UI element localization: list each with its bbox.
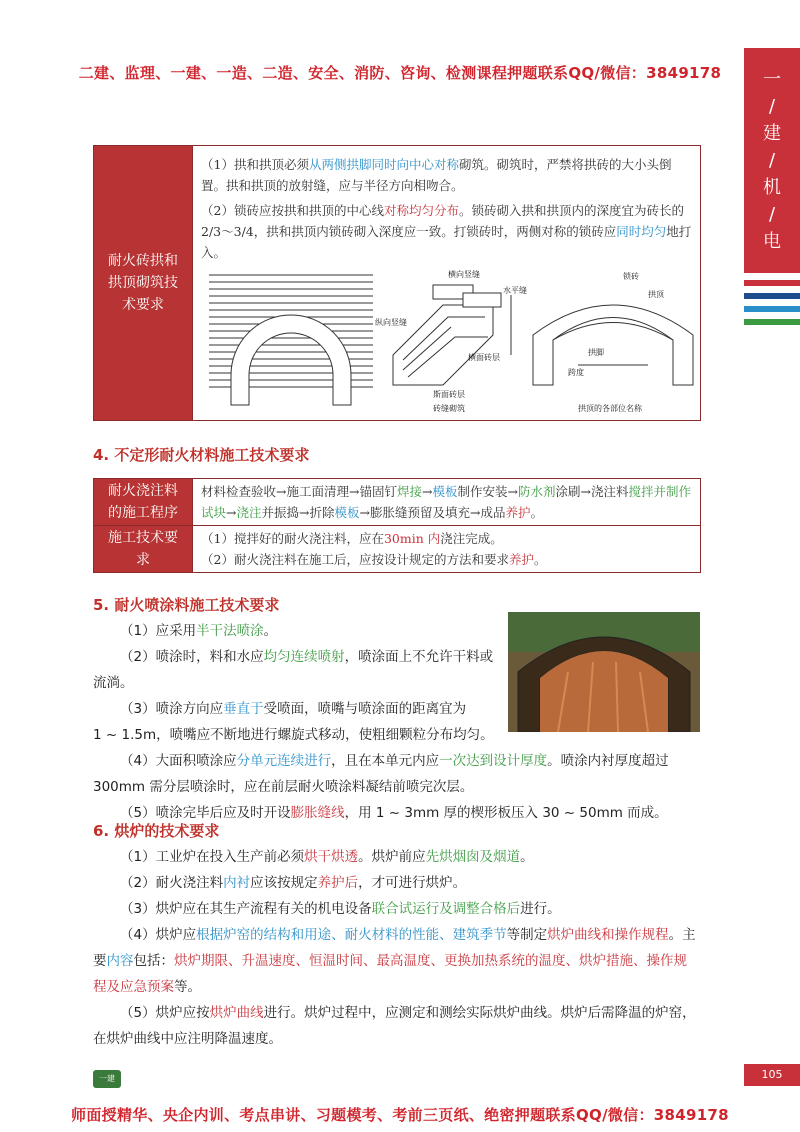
section-4-title: 4. 不定形耐火材料施工技术要求 [93,446,310,464]
table-label: 施工技术要求 [94,526,193,573]
fig1-label-transverse: 横向竖缝 [448,269,480,279]
spray-lining-photo [508,612,700,732]
fig1-label-longitudinal: 纵向竖缝 [375,317,407,327]
decor-stripe-green [744,319,800,325]
castable-procedure: 材料检查验收→施工面清理→锚固钉焊接→模板制作安装→防水剂涂刷→浇注料搅拌并制作试块→浇注并振捣→折除模板→膨胀缝预留及填充→成品养护。 [193,479,701,526]
table-label: 耐火浇注料的施工程序 [94,479,193,526]
arch-diagrams-svg [193,265,703,415]
side-tab-char: / [768,96,776,117]
section-5-title: 5. 耐火喷涂料施工技术要求 [93,596,280,614]
side-tab-char: 建 [763,123,781,144]
fig1-label-section: 斯面砖层 [433,389,465,399]
semicircle-arch-figure [209,275,373,405]
arch-figures [193,265,700,415]
fig2-caption: 拱顶的各部位名称 [578,403,642,413]
chapter-side-tab [744,48,800,273]
drying-rule-5: （5）烘炉应按烘炉曲线进行。烘炉过程中，应测定和测绘实际烘炉曲线。烘炉后需降温的炉窑， [120,1005,696,1021]
decor-stripe-lightblue [744,306,800,312]
arch-parts-figure [533,305,693,385]
side-tab-char: / [768,204,776,225]
brick-masonry-figure [393,285,511,385]
spray-rule-2-cont: 流淌。 [93,675,134,691]
table-label: 耐火砖拱和拱顶砌筑技术要求 [94,146,193,421]
spray-rule-4-cont: 300mm 需分层喷涂时，应在前层耐火喷涂料凝结前喷完次层。 [93,779,474,795]
fig2-label-springer: 拱脚 [588,347,604,357]
drying-rule-4: （4）烘炉应根据炉窑的结构和用途、耐火材料的性能、建筑季节等制定烘炉曲线和操作规程。主 [120,927,696,943]
castable-requirements: （1）搅拌好的耐火浇注料，应在30min 内浇注完成。 （2）耐火浇注料在施工后，应按设计规定的方法和要求养护。 [193,526,701,573]
drying-rule-4-cont2: 程及应急预案等。 [93,979,201,995]
fig2-label-crown: 拱顶 [648,289,664,299]
drying-rule-4-cont: 要内容包括：烘炉期限、升温速度、恒温时间、最高温度、更换加热系统的温度、烘炉措施、操作规 [93,953,687,969]
fig1-caption: 砖缝砌筑 [433,403,465,413]
page-number: 105 [744,1064,800,1086]
drying-rule-3: （3）烘炉应在其生产流程有关的机电设备联合试运行及调整合格后进行。 [120,901,561,917]
arch-rule-2: （2）锁砖应按拱和拱顶的中心线对称均匀分布。锁砖砌入拱和拱顶内的深度宜为砖长的2/3～3/4，拱和拱顶内锁砖砌入深度应一致。打锁砖时，两侧对称的锁砖应同时均匀地打入。 [201,202,692,260]
side-tab-char: / [768,150,776,171]
side-tab-char: 电 [763,231,781,252]
drying-rule-1: （1）工业炉在投入生产前必须烘干烘透。烘炉前应先烘烟囱及烟道。 [120,849,534,865]
side-tab-char: 一 [763,69,781,90]
castable-table [93,478,701,573]
drying-rule-5-cont: 在烘炉曲线中应注明降温速度。 [93,1031,282,1047]
arch-requirements-table [93,145,701,421]
spray-rule-3: （3）喷涂方向应垂直于受喷面，喷嘴与喷涂面的距离宜为 [120,701,467,717]
spray-rule-5: （5）喷涂完毕后应及时开设膨胀缝线，用 1 ~ 3mm 厚的楔形板压入 30 ~ 50mm 而成。 [120,805,668,821]
decor-stripe-red [744,280,800,286]
spray-rule-3-cont: 1 ~ 1.5m，喷嘴应不断地进行螺旋式移动，使粗细颗粒分布均匀。 [93,727,494,743]
spray-rule-2: （2）喷涂时，料和水应均匀连续喷射，喷涂面上不允许干料或 [120,649,494,665]
section-6-title: 6. 烘炉的技术要求 [93,822,220,840]
spray-rule-1: （1）应采用半干法喷涂。 [120,623,278,639]
fig1-label-layer: 横面砖层 [468,352,500,362]
publisher-logo: 一建 [93,1070,121,1088]
decor-stripe-blue [744,293,800,299]
fig2-label-keystone: 锁砖 [623,271,639,281]
drying-rule-2: （2）耐火浇注料内衬应该按规定养护后，才可进行烘炉。 [120,875,467,891]
side-tab-char: 机 [763,177,781,198]
fig2-label-span: 跨度 [568,367,584,377]
spray-rule-4: （4）大面积喷涂应分单元连续进行，且在本单元内应一次达到设计厚度。喷涂内衬厚度超过 [120,753,669,769]
top-banner: 二建、监理、一建、一造、二造、安全、消防、咨询、检测课程押题联系QQ/微信：3849178 [78,64,722,82]
bottom-banner: 师面授精华、央企内训、考点串讲、习题模考、考前三页纸、绝密押题联系QQ/微信：3849178 [71,1106,729,1124]
arch-rule-1: （1）拱和拱顶必须从两侧拱脚同时向中心对称砌筑。砌筑时，严禁将拱砖的大小头倒置。拱和拱顶的放射缝，应与半径方向相吻合。 [201,156,672,193]
fig1-label-horizontal: 水平缝 [503,285,527,295]
